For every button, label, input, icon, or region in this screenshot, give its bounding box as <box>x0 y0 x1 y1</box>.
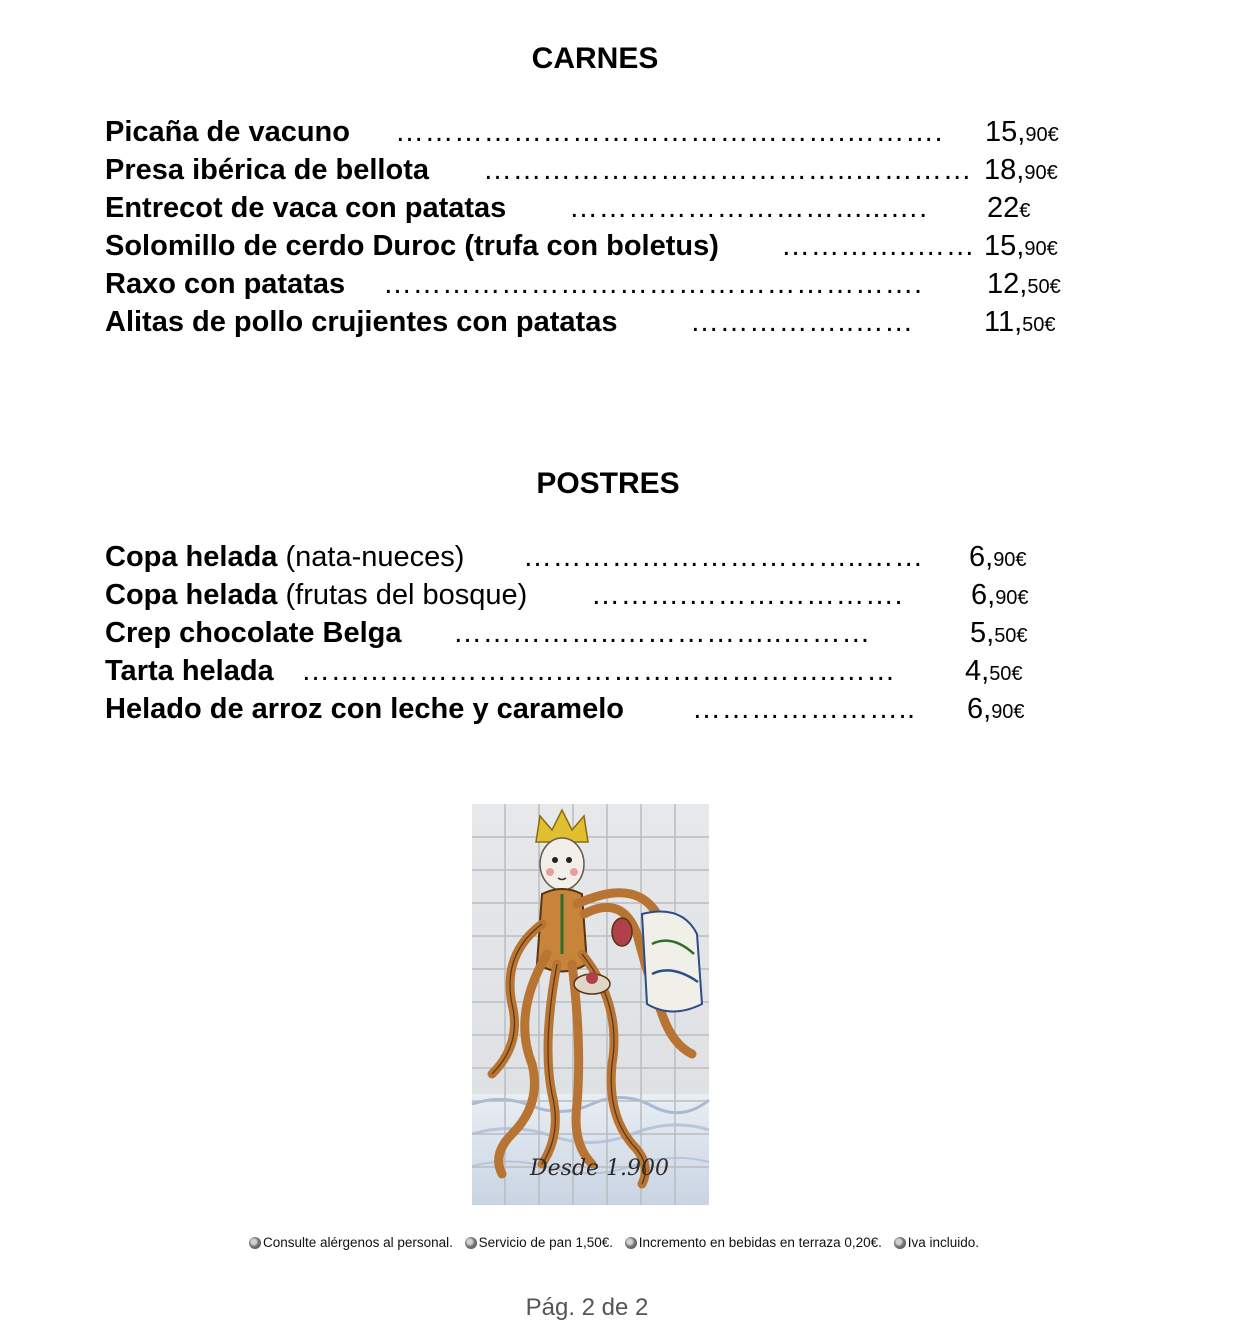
page-number: Pág. 2 de 2 <box>525 1294 649 1321</box>
menu-item-leader-dots: ………………………………..………… <box>483 154 973 186</box>
menu-item <box>105 113 1059 151</box>
footer-note: Consulte alérgenos al personal. <box>249 1235 453 1250</box>
octopus-tile-icon <box>472 804 709 1205</box>
bullet-icon <box>465 1237 477 1249</box>
menu-item-name: Raxo con patatas <box>105 268 346 300</box>
menu-item <box>105 614 1028 652</box>
footer-note: Iva incluido. <box>894 1235 979 1250</box>
menu-item-price: 18,90€ <box>984 154 1058 186</box>
menu-item-leader-dots: ………………………………………………. <box>383 268 923 300</box>
menu-item-price: 15,90€ <box>984 230 1058 262</box>
menu-item-leader-dots: ……………..……………..……… <box>453 617 871 649</box>
menu-item-price: 5,50€ <box>970 617 1028 649</box>
menu-item <box>105 151 1058 189</box>
menu-item-leader-dots: ……………………………………….………. <box>395 116 944 148</box>
menu-item-name: Crep chocolate Belga <box>105 617 402 649</box>
menu-item-leader-dots: …………………………...…. <box>569 192 928 224</box>
menu-item <box>105 265 1061 303</box>
menu-item-name: Solomillo de cerdo Duroc (trufa con boletus) <box>105 230 719 262</box>
menu-item-leader-dots: ……………………………..…… <box>523 541 924 573</box>
menu-item-name: Tarta helada <box>105 655 274 687</box>
menu-item-leader-dots: …………..…… <box>781 230 976 262</box>
section-title-carnes: CARNES <box>531 42 659 75</box>
menu-item-price: 12,50€ <box>987 268 1061 300</box>
menu-item-price: 6,90€ <box>967 693 1025 725</box>
menu-item <box>105 227 1058 265</box>
menu-item-price: 15,90€ <box>985 116 1059 148</box>
footer-note: Incremento en bebidas en terraza 0,20€. <box>625 1235 882 1250</box>
menu-item-price: 4,50€ <box>965 655 1023 687</box>
section-title-postres: POSTRES <box>536 467 680 500</box>
menu-item-note: (nata-nueces) <box>277 541 465 573</box>
menu-item-leader-dots: ……………..…… <box>690 306 914 338</box>
octopus-tile-illustration <box>472 804 709 1205</box>
menu-item-name: Copa helada <box>105 541 278 573</box>
menu-item-price: 22€ <box>987 192 1031 224</box>
menu-item <box>105 576 1029 614</box>
menu-item-name: Picaña de vacuno <box>105 116 350 148</box>
menu-item-note: (frutas del bosque) <box>277 579 528 611</box>
footer-note: Servicio de pan 1,50€. <box>465 1235 613 1250</box>
tile-caption: Desde 1.900 <box>530 1156 670 1181</box>
menu-item-name: Copa helada <box>105 579 278 611</box>
menu-item <box>105 538 1027 576</box>
menu-item-price: 6,90€ <box>971 579 1029 611</box>
menu-item-leader-dots: ……………………..………………………..…… <box>301 655 896 687</box>
menu-item <box>105 303 1056 341</box>
menu-item-leader-dots: ………………….. <box>692 693 916 725</box>
menu-item-name: Alitas de pollo crujientes con patatas <box>105 306 618 338</box>
menu-item-leader-dots: ……….…………………. <box>591 579 904 611</box>
bullet-icon <box>894 1237 906 1249</box>
menu-item-name: Helado de arroz con leche y caramelo <box>105 693 624 725</box>
menu-item-name: Entrecot de vaca con patatas <box>105 192 507 224</box>
menu-item <box>105 652 1023 690</box>
footer-notes <box>0 1235 1236 1250</box>
menu-item-name: Presa ibérica de bellota <box>105 154 429 186</box>
menu-item-price: 6,90€ <box>969 541 1027 573</box>
bullet-icon <box>625 1237 637 1249</box>
menu-item <box>105 690 1025 728</box>
menu-item <box>105 189 1031 227</box>
bullet-icon <box>249 1237 261 1249</box>
menu-item-price: 11,50€ <box>984 306 1056 338</box>
